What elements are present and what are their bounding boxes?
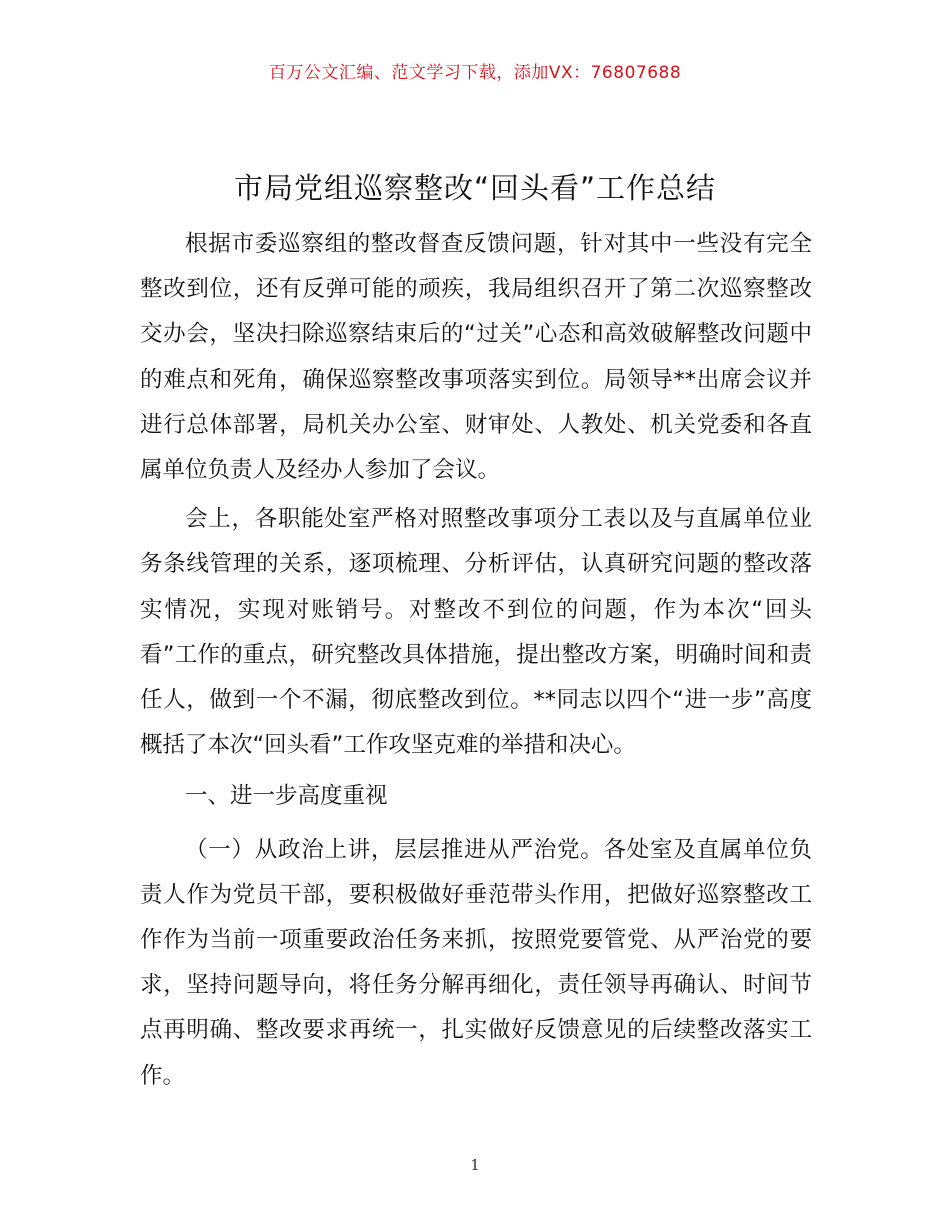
body-paragraph-1: 根据市委巡察组的整改督查反馈问题，针对其中一些没有完全整改到位，还有反弹可能的顽疾，我局组织召开了第二次巡察整改交办会，坚决扫除巡察结束后的“过关”心态和高效破解整改问题中的难点和死角，确保巡察整改事项落实到位。局领导**出席会议并进行总体部署，局机关办公室、财审处、人教处、机关党委和各直属单位负责人及经办人参加了会议。 [140,231,812,484]
body-paragraph-2: 会上，各职能处室严格对照整改事项分工表以及与直属单位业务条线管理的关系，逐项梳理、分析评估，认真研究问题的整改落实情况，实现对账销号。对整改不到位的问题，作为本次“回头看”工作的重点，研究整改具体措施，提出整改方案，明确时间和责任人，做到一个不漏，彻底整改到位。**同志以四个“进一步”高度概括了本次“回头看”工作攻坚克难的举措和决心。 [140,506,812,759]
document-title: 市局党组巡察整改“回头看”工作总结 [233,171,717,205]
section-paragraph: （一）从政治上讲，层层推进从严治党。各处室及直属单位负责人作为党员干部，要积极做好垂范带头作用，把做好巡察整改工作作为当前一项重要政治任务来抓，按照党要管党、从严治党的要求，坚持问题导向，将任务分解再细化，责任领导再确认、时间节点再明确、整改要求再统一，扎实做好反馈意见的后续整改落实工作。 [140,836,812,1089]
section-heading: 一、进一步高度重视 [185,783,388,810]
document-body [140,222,812,1103]
page-number: 1 [470,1156,480,1174]
promo-header: 百万公文汇编、范文学习下载，添加VX：76807688 [268,63,682,83]
